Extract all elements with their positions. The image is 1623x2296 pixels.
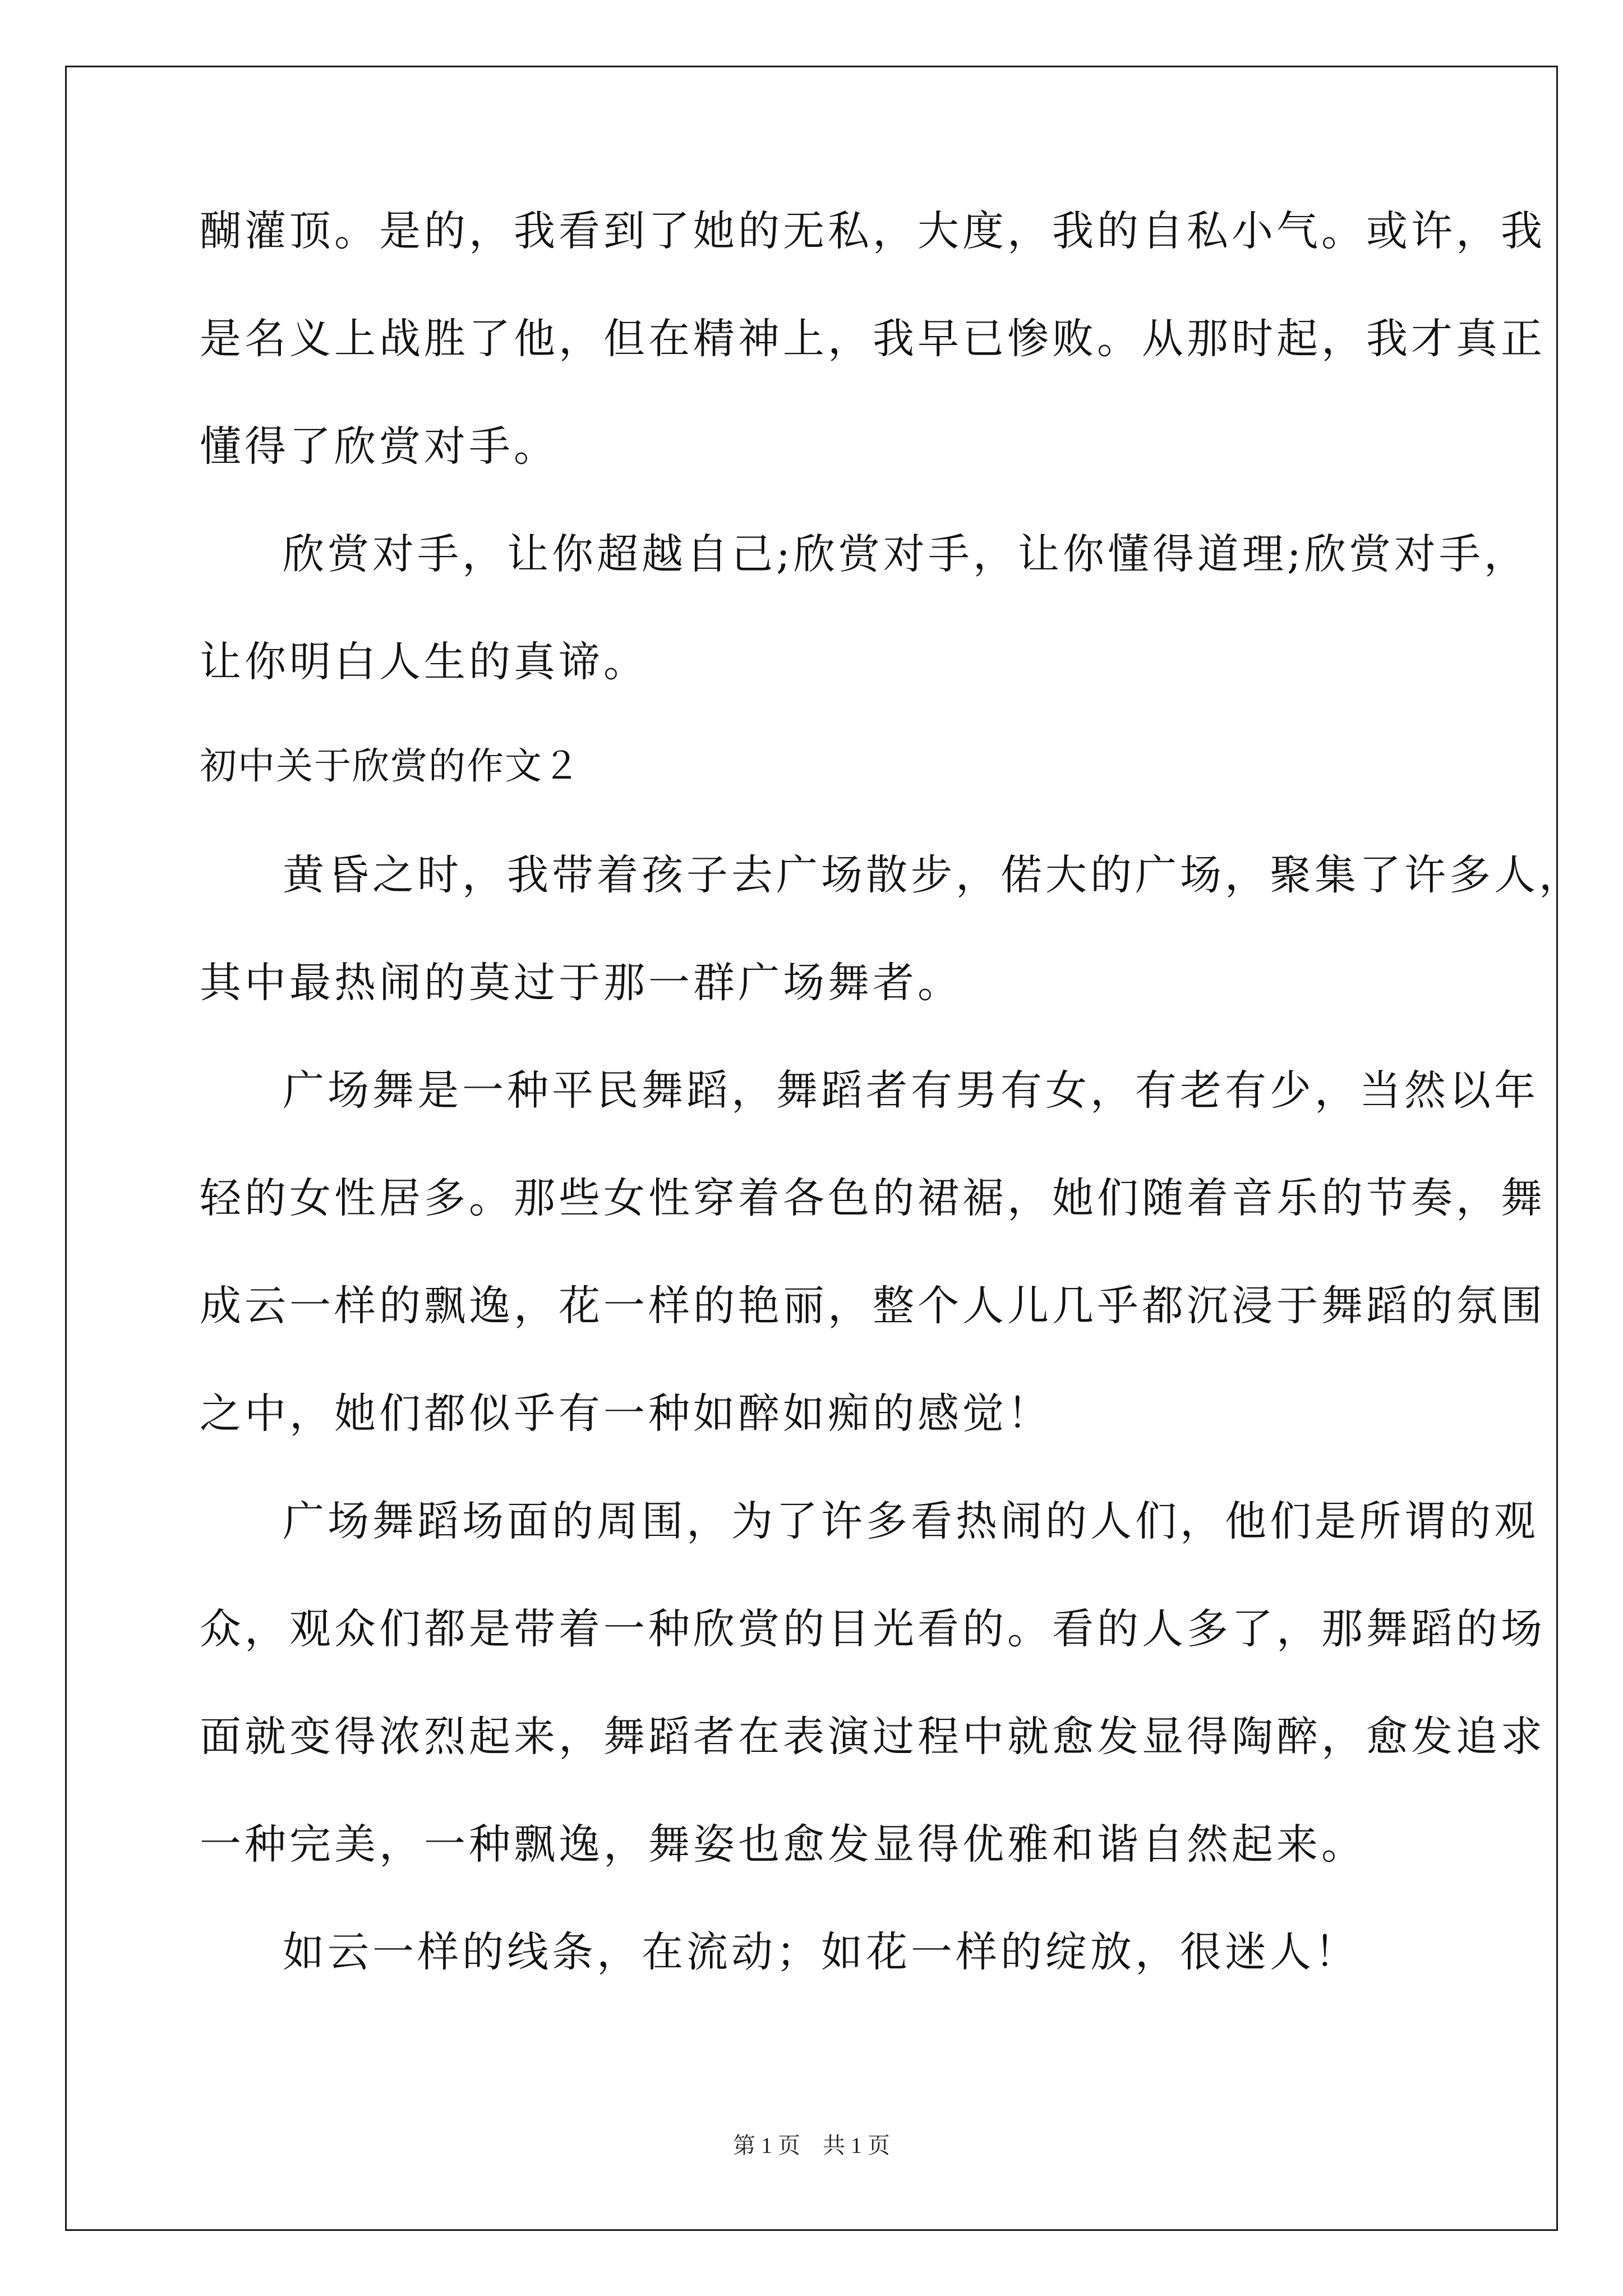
paragraph-line: 懂得了欣赏对手。 <box>200 422 559 471</box>
paragraph-line: 面就变得浓烈起来，舞蹈者在表演过程中就愈发显得陶醉，愈发追求 <box>200 1713 1546 1761</box>
paragraph-line: 众，观众们都是带着一种欣赏的目光看的。看的人多了，那舞蹈的场 <box>200 1605 1546 1653</box>
section-title: 初中关于欣赏的作文２ <box>200 744 581 788</box>
paragraph-line: 广场舞蹈场面的周围，为了许多看热闹的人们，他们是所谓的观 <box>283 1497 1539 1545</box>
paragraph-line: 一种完美，一种飘逸，舞姿也愈发显得优雅和谐自然起来。 <box>200 1820 1366 1869</box>
paragraph-line: 醐灌顶。是的，我看到了她的无私，大度，我的自私小气。或许，我 <box>200 207 1546 255</box>
paragraph-line: 欣赏对手，让你超越自己;欣赏对手，让你懂得道理;欣赏对手， <box>283 530 1529 578</box>
paragraph-line: 如云一样的线条，在流动；如花一样的绽放，很迷人！ <box>283 1928 1359 1976</box>
paragraph-line: 其中最热闹的莫过于那一群广场舞者。 <box>200 959 962 1007</box>
paragraph-line: 让你明白人生的真谛。 <box>200 638 648 686</box>
paragraph-line: 成云一样的飘逸，花一样的艳丽，整个人儿几乎都沉浸于舞蹈的氛围 <box>200 1282 1546 1330</box>
paragraph-line: 广场舞是一种平民舞蹈，舞蹈者有男有女，有老有少，当然以年 <box>283 1066 1539 1115</box>
paragraph-line: 轻的女性居多。那些女性穿着各色的裙裾，她们随着音乐的节奏，舞 <box>200 1174 1546 1222</box>
page-footer: 第 1 页 共 1 页 <box>733 2133 890 2158</box>
page-border <box>65 66 1558 2231</box>
paragraph-line: 是名义上战胜了他，但在精神上，我早已惨败。从那时起，我才真正 <box>200 315 1546 363</box>
paragraph-line: 之中，她们都似乎有一种如醉如痴的感觉！ <box>200 1389 1052 1438</box>
paragraph-line: 黄昏之时，我带着孩子去广场散步，偌大的广场，聚集了许多人， <box>283 851 1584 899</box>
